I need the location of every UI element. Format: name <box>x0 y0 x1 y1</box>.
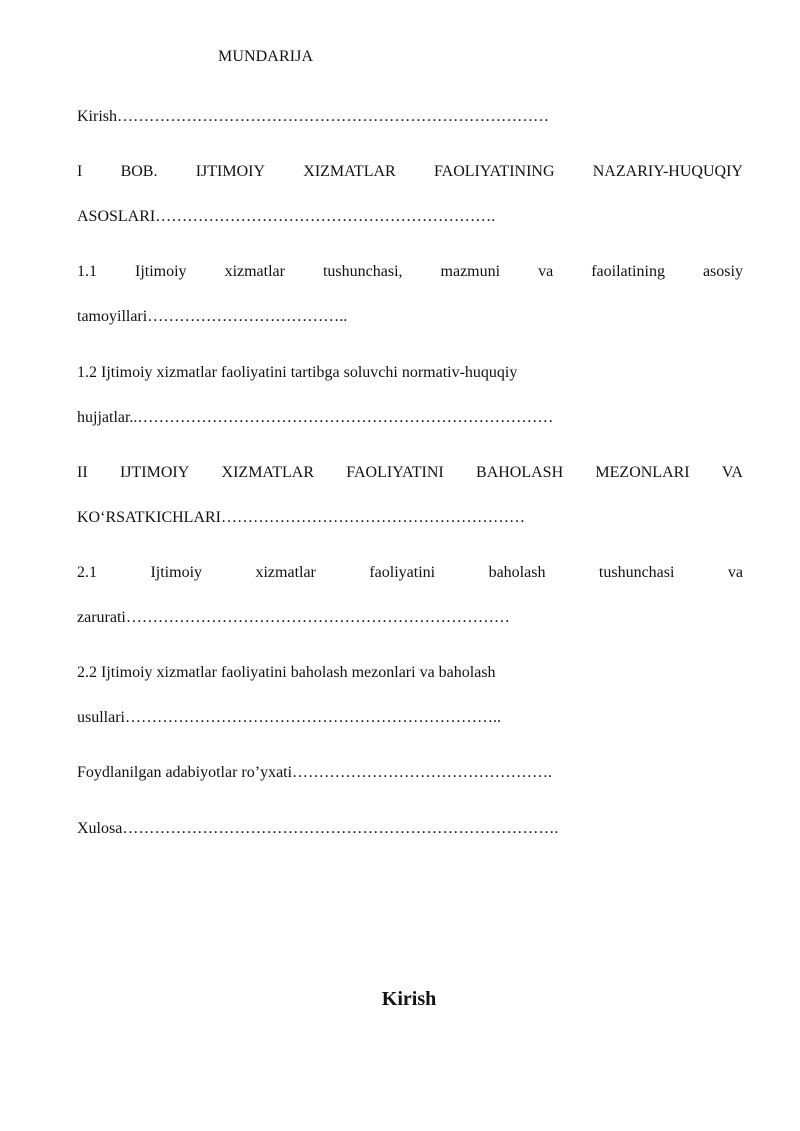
toc-entry-adabiyotlar: Foydlanilgan adabiyotlar ro’yxati…………………………………………. <box>77 764 553 781</box>
toc-word: tushunchasi, <box>322 263 403 280</box>
toc-title: MUNDARIJA <box>218 48 314 65</box>
toc-word: IJTIMOIY <box>195 163 266 180</box>
toc-word: asosiy <box>702 263 743 280</box>
toc-word: xizmatlar <box>255 564 316 581</box>
toc-word: tushunchasi <box>598 564 675 581</box>
kirish-heading: Kirish <box>381 988 437 1010</box>
toc-entry-2-1-line2: zarurati……………………………………………………………… <box>77 609 510 626</box>
toc-entry-1-2-line2: hujjatlar..…………………………………………………………………… <box>77 409 554 426</box>
toc-word: 1.1 <box>77 263 97 280</box>
toc-word: 2.1 <box>77 564 97 581</box>
toc-word: xizmatlar <box>224 263 285 280</box>
toc-word: BAHOLASH <box>476 464 564 481</box>
toc-entry-bob1-line1 <box>77 162 743 182</box>
toc-word: mazmuni <box>440 263 501 280</box>
toc-entry-1-1-line2: tamoyillari……………………………….. <box>77 308 348 325</box>
toc-word: baholash <box>488 564 546 581</box>
toc-word: BOB. <box>120 163 158 180</box>
toc-entry-bob2-line2: KO‘RSATKICHLARI………………………………………………… <box>77 509 525 526</box>
toc-entry-2-2-line1: 2.2 Ijtimoiy xizmatlar faoliyatini baholash mezonlari va baholash <box>77 664 496 681</box>
toc-word: XIZMATLAR <box>221 464 314 481</box>
toc-entry-1-2-line1: 1.2 Ijtimoiy xizmatlar faoliyatini tartibga soluvchi normativ-huquqiy <box>77 364 518 381</box>
toc-entry-bob2-line1 <box>77 463 743 483</box>
toc-word: Ijtimoiy <box>150 564 203 581</box>
toc-entry-1-1-line1 <box>77 262 743 282</box>
toc-word: I <box>77 163 83 180</box>
toc-word: FAOLIYATINI <box>346 464 444 481</box>
toc-word: XIZMATLAR <box>303 163 396 180</box>
toc-word: II <box>77 464 88 481</box>
toc-word: FAOLIYATINING <box>433 163 555 180</box>
toc-entry-2-1-line1 <box>77 563 743 583</box>
toc-word: va <box>727 564 743 581</box>
toc-word: va <box>538 263 554 280</box>
toc-word: faoilatining <box>591 263 665 280</box>
toc-word: IJTIMOIY <box>119 464 190 481</box>
toc-word: faoliyatini <box>369 564 436 581</box>
toc-entry-kirish: Kirish……………………………………………………………………… <box>77 108 549 125</box>
toc-word: MEZONLARI <box>595 464 690 481</box>
toc-word: Ijtimoiy <box>135 263 187 280</box>
toc-entry-bob1-line2: ASOSLARI………………………………………………………. <box>77 208 496 225</box>
toc-entry-xulosa: Xulosa………………………………………………………………………. <box>77 820 559 837</box>
toc-entry-2-2-line2: usullari…………………………………………………………….. <box>77 709 501 726</box>
toc-word: VA <box>721 464 743 481</box>
toc-word: NAZARIY-HUQUQIY <box>592 163 743 180</box>
